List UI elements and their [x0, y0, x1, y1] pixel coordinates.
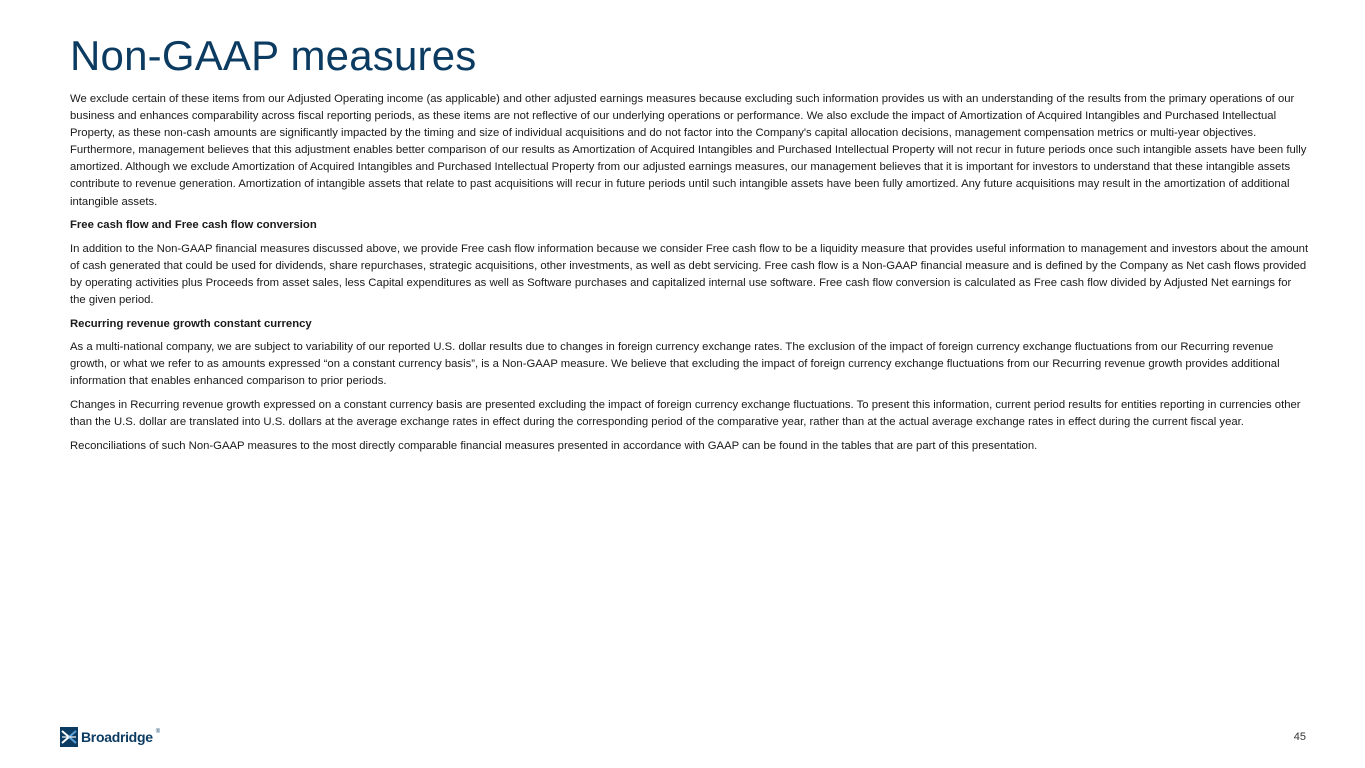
- paragraph-intro: We exclude certain of these items from our Adjusted Operating income (as applicable) and other adjusted earnings measures because excluding such information provides us with an understanding of the results from the primary operations of our business and enhances comparability across fiscal reporting periods, as these items are not reflective of our underlying operations or performance. We also exclude the impact of Amortization of Acquired Intangibles and Purchased Intellectual Property, as these non-cash amounts are significantly impacted by the timing and size of individual acquisitions and do not factor into the Company's capital allocation decisions, management compensation metrics or multi-year objectives. Furthermore, management believes that this adjustment enables better comparison of our results as Amortization of Acquired Intangibles and Purchased Intellectual Property will not recur in future periods once such intangible assets have been fully amortized. Although we exclude Amortization of Acquired Intangibles and Purchased Intellectual Property from our adjusted earnings measures, our management believes that it is important for investors to understand that these intangible assets contribute to revenue generation. Amortization of intangible assets that relate to past acquisitions will recur in future periods until such intangible assets have been fully amortized. Any future acquisitions may result in the amortization of additional intangible assets.: [70, 93, 1307, 208]
- broadridge-logo-icon: [60, 727, 78, 747]
- paragraph-recurring-revenue-2: Changes in Recurring revenue growth expressed on a constant currency basis are presented excluding the impact of foreign currency exchange fluctuations. To present this information, current period results for entities reporting in currencies other than the U.S. dollar are translated into U.S. dollars at the average exchange rates in effect during the corresponding period of the comparative year, rather than at the actual average exchange rates in effect during the current fiscal year.: [70, 399, 1301, 429]
- page-number: 45: [1293, 731, 1306, 743]
- logo-wordmark: Broadridge: [81, 729, 153, 745]
- paragraph-recurring-revenue-1: As a multi-national company, we are subject to variability of our reported U.S. dollar results due to changes in foreign currency exchange rates. The exclusion of the impact of foreign currency exchange fluctuations from our Recurring revenue growth, or what we refer to as amounts expressed “on a constant currency basis”, is a Non-GAAP measure. We believe that excluding the impact of foreign currency exchange fluctuations from our Recurring revenue growth provides additional information that enables enhanced comparison to prior periods.: [70, 341, 1280, 388]
- paragraph-free-cash-flow: In addition to the Non-GAAP financial measures discussed above, we provide Free cash flow information because we consider Free cash flow to be a liquidity measure that provides useful information to management and investors about the amount of cash generated that could be used for dividends, share repurchases, strategic acquisitions, other investments, as well as debt servicing. Free cash flow is a Non-GAAP financial measure and is defined by the Company as Net cash flows provided by operating activities plus Proceeds from asset sales, less Capital expenditures as well as Software purchases and capitalized internal use software. Free cash flow conversion is calculated as Free cash flow divided by Adjusted Net earnings for the given period.: [70, 242, 1309, 307]
- logo-trademark: ®: [155, 729, 161, 735]
- body-content: [70, 91, 1310, 461]
- page-title: Non-GAAP measures: [70, 32, 477, 79]
- broadridge-logo: [60, 727, 160, 747]
- heading-free-cash-flow: Free cash flow and Free cash flow conversion: [70, 219, 317, 232]
- paragraph-reconciliation: Reconciliations of such Non-GAAP measures to the most directly comparable financial measures presented in accordance with GAAP can be found in the tables that are part of this presentation.: [70, 439, 1038, 452]
- heading-recurring-revenue: Recurring revenue growth constant currency: [70, 317, 312, 330]
